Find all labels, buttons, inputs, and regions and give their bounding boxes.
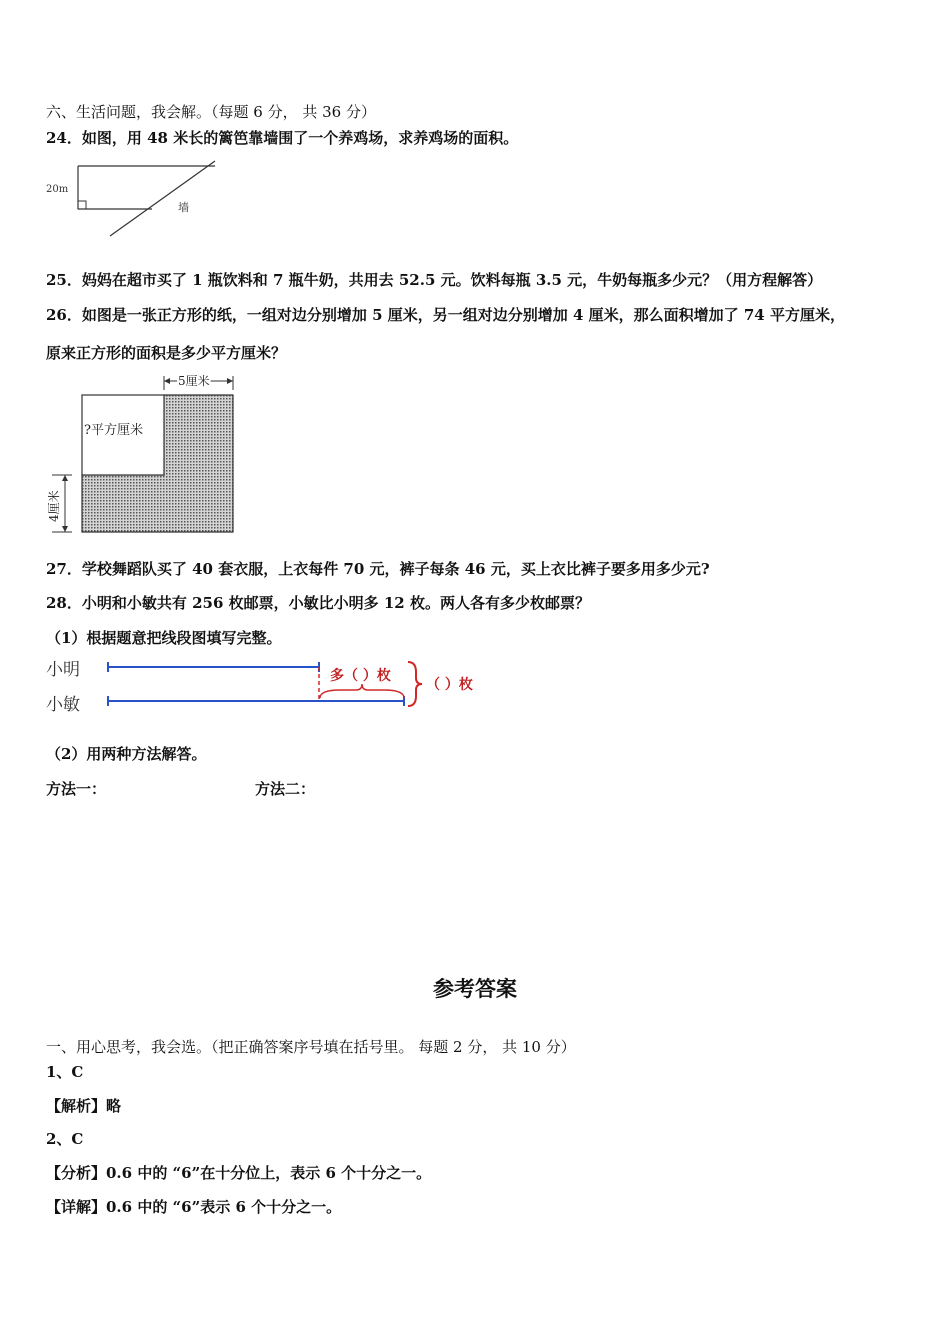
label-xiaomin: 小敏 xyxy=(46,695,80,715)
question-26-line2: 原来正方形的面积是多少平方厘米？ xyxy=(46,344,287,362)
q24-side-label: 20m xyxy=(46,184,69,195)
question-26-line1: 26．如图是一张正方形的纸，一组对边分别增加 5 厘米，另一组对边分别增加 4 厘米，那么面积增加了 74 平方厘米， xyxy=(46,306,845,324)
total-label: （ ）枚 xyxy=(426,677,473,693)
question-24: 24．如图，用 48 米长的篱笆靠墙围了一个养鸡场，求养鸡场的面积。 xyxy=(46,129,519,147)
answer-1-analysis: 【解析】略 xyxy=(46,1097,122,1115)
q26-top-label: 5厘米 xyxy=(178,374,210,388)
q24-wall-label: 墙 xyxy=(178,201,189,214)
q26-inner-label: ?平方厘米 xyxy=(84,423,143,438)
label-xiaoming: 小明 xyxy=(46,660,80,680)
answer-2-detail: 【详解】0.6 中的 “6”表示 6 个十分之一。 xyxy=(46,1198,342,1216)
question-25: 25．妈妈在超市买了 1 瓶饮料和 7 瓶牛奶，共用去 52.5 元。饮料每瓶 3.5 元，牛奶每瓶多少元？（用方程解答） xyxy=(46,271,823,289)
answer-2-analysis: 【分析】0.6 中的 “6”在十分位上，表示 6 个十分之一。 xyxy=(46,1164,432,1182)
section-header: 六、生活问题，我会解。（每题 6 分， 共 36 分） xyxy=(46,103,376,121)
method-two: 方法二： xyxy=(255,780,316,798)
q24-wall xyxy=(110,161,215,236)
q26-figure xyxy=(40,368,250,538)
q24-right-angle xyxy=(78,201,86,209)
answer-1: 1、C xyxy=(46,1063,84,1081)
question-27: 27．学校舞蹈队买了 40 套衣服，上衣每件 70 元，裤子每条 46 元，买上衣比裤子要多用多少元? xyxy=(46,560,710,578)
more-label: 多（ ）枚 xyxy=(330,668,391,684)
answers-section1-header: 一、用心思考，我会选。（把正确答案序号填在括号里。 每题 2 分， 共 10 分） xyxy=(46,1038,576,1056)
question-28-part1: （1）根据题意把线段图填写完整。 xyxy=(46,629,282,647)
q26-side-label: 4厘米 xyxy=(47,490,61,522)
q24-figure xyxy=(40,158,240,240)
question-28: 28．小明和小敏共有 256 枚邮票，小敏比小明多 12 枚。两人各有多少枚邮票？ xyxy=(46,594,590,612)
answers-title: 参考答案 xyxy=(433,976,517,1001)
q28-segment-diagram xyxy=(44,654,514,718)
method-one: 方法一： xyxy=(46,780,107,798)
question-28-part2: （2）用两种方法解答。 xyxy=(46,745,207,763)
answer-2: 2、C xyxy=(46,1130,84,1148)
